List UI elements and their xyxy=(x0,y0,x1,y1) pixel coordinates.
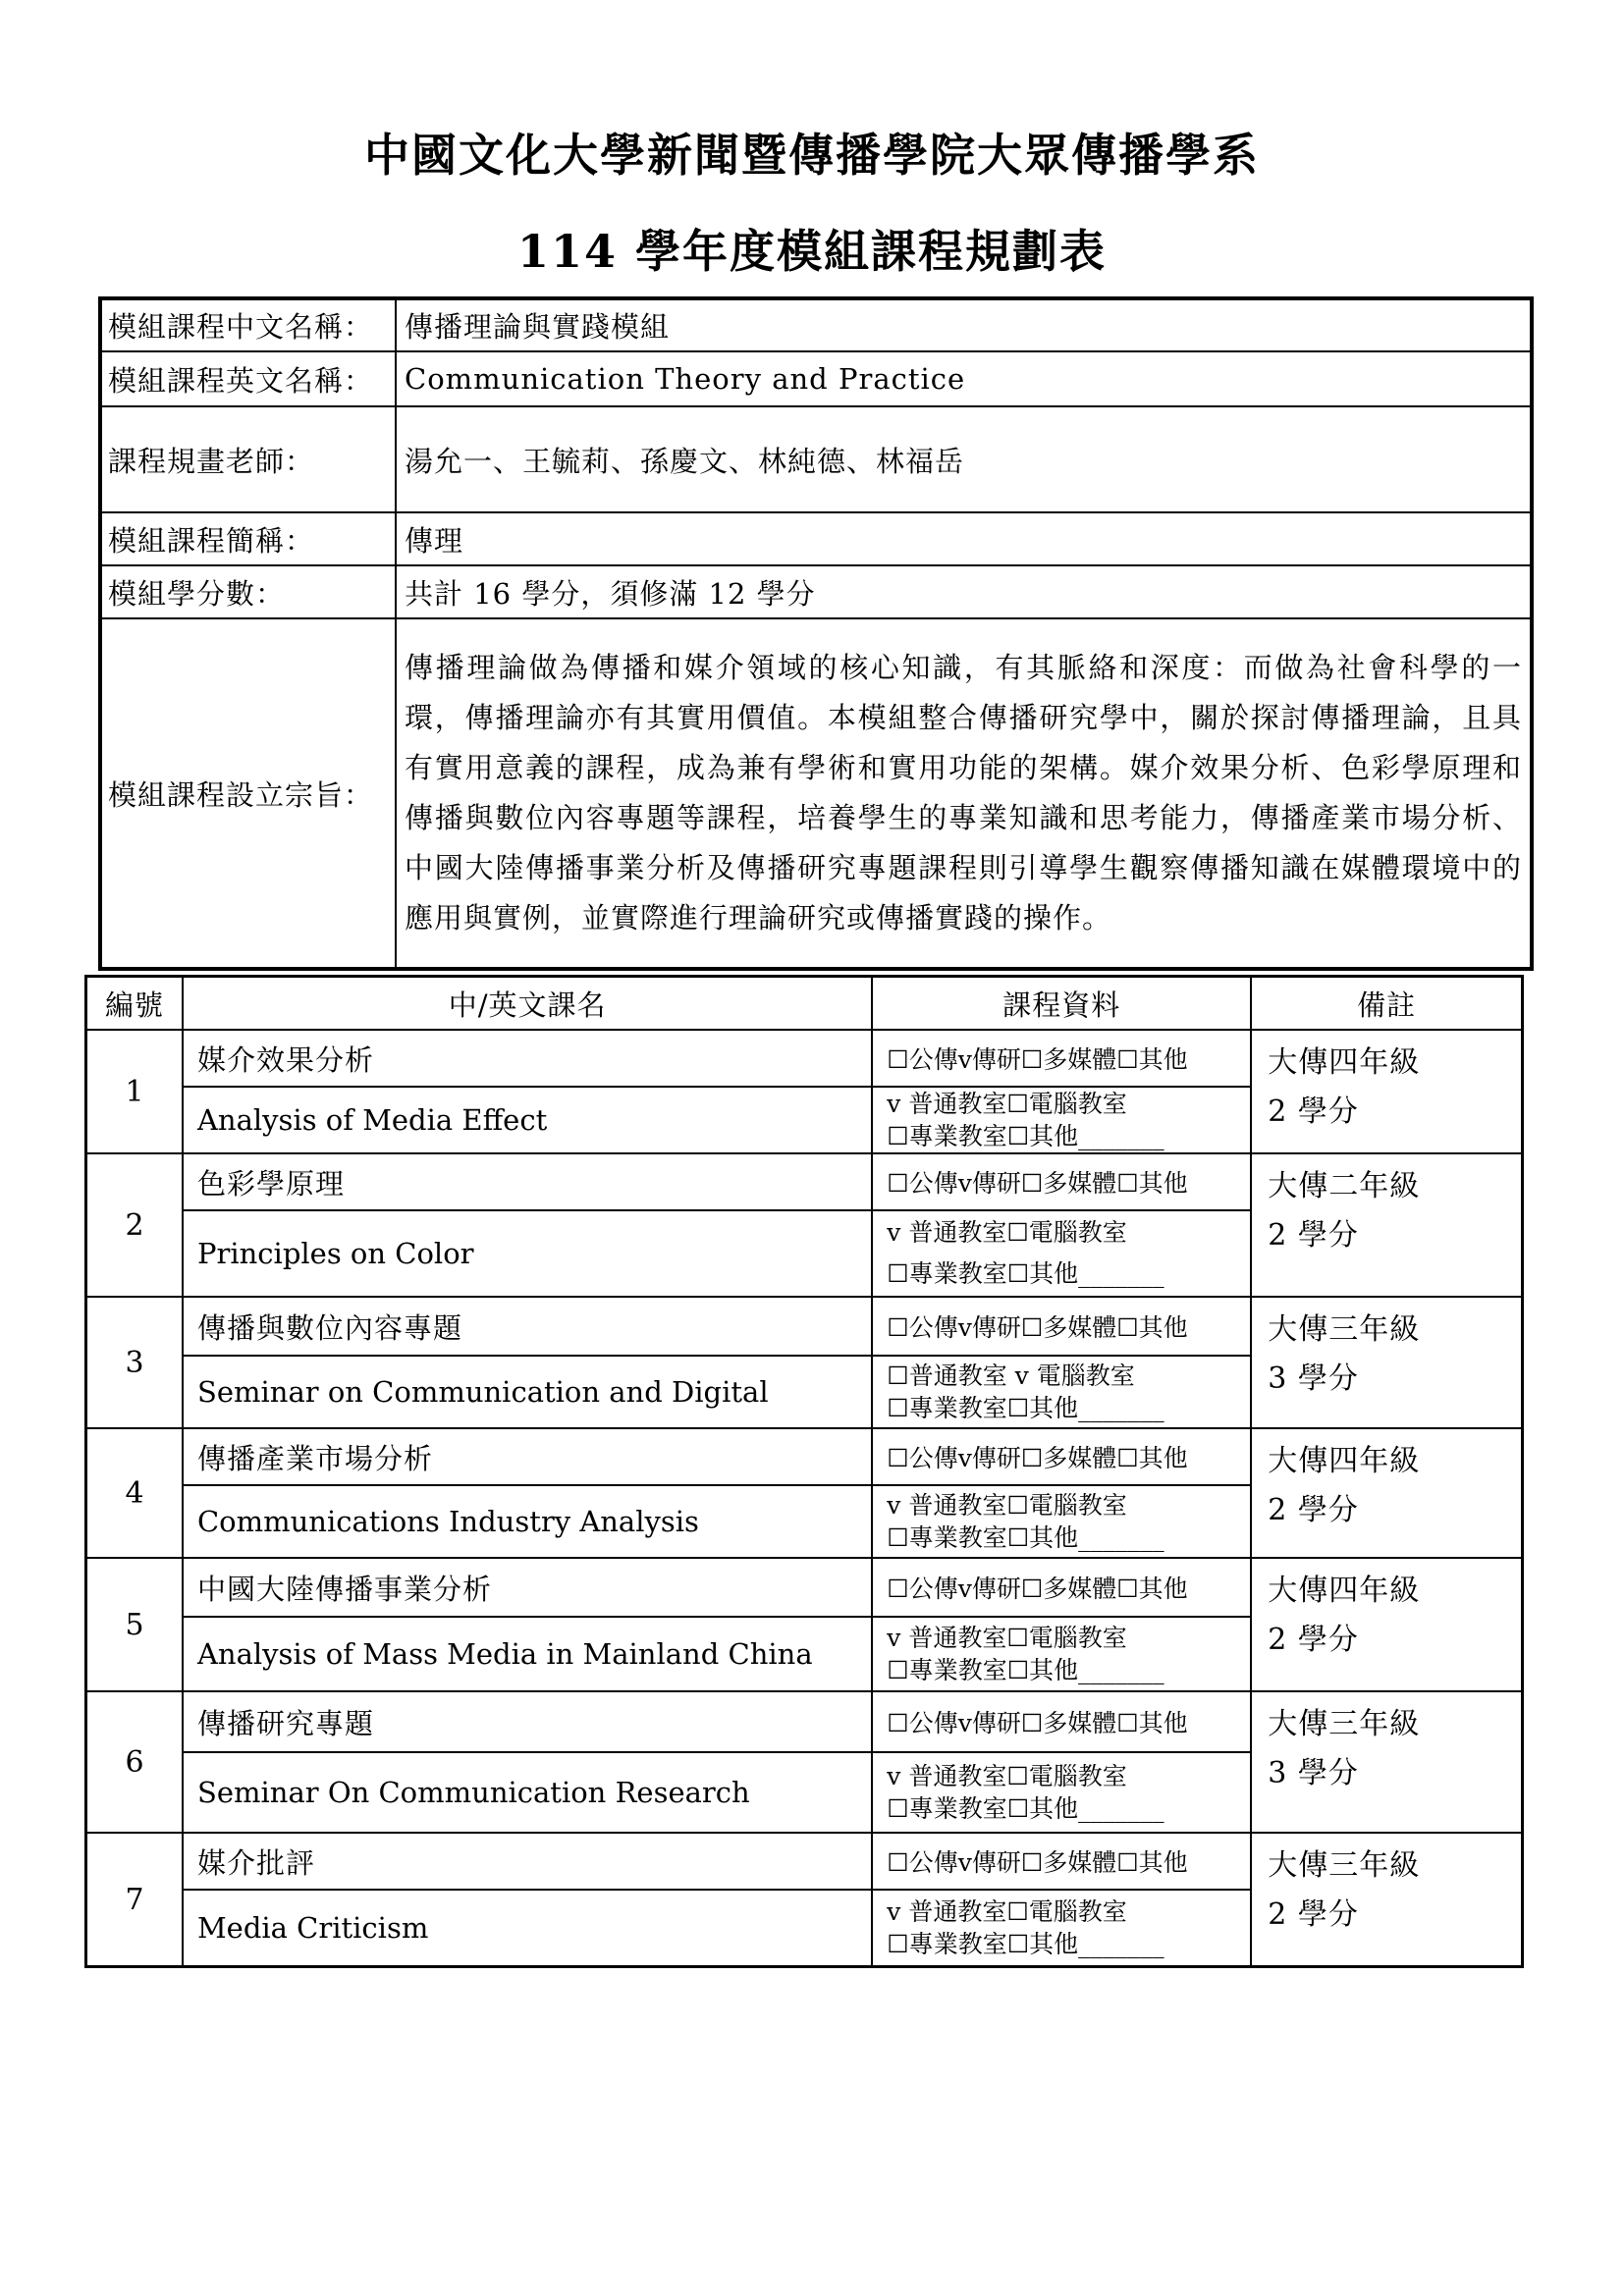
course-note xyxy=(1251,1030,1522,1153)
course-name-zh: 傳播與數位內容專題 xyxy=(183,1297,872,1356)
table-row xyxy=(86,1030,1523,1087)
course-room xyxy=(872,1752,1251,1833)
course-grade: 大傳三年級 xyxy=(1268,1848,1421,1883)
info-label: 模組學分數： xyxy=(100,565,396,618)
col-header-note: 備註 xyxy=(1251,977,1522,1031)
room-line-2: ☐專業教室☐其他_______ xyxy=(887,1122,1164,1150)
course-name-zh: 傳播產業市場分析 xyxy=(183,1428,872,1485)
course-grade: 大傳三年級 xyxy=(1268,1707,1421,1741)
course-type: ☐公傳v傳研☐多媒體☐其他 xyxy=(872,1558,1251,1617)
course-credits: 2 學分 xyxy=(1268,1623,1359,1657)
course-credits: 3 學分 xyxy=(1268,1756,1359,1790)
col-header-info: 課程資料 xyxy=(872,977,1251,1031)
course-name-en: Seminar on Communication and Digital xyxy=(183,1356,872,1428)
col-header-num: 編號 xyxy=(86,977,183,1031)
info-label: 模組課程簡稱： xyxy=(100,512,396,565)
info-row-en-name xyxy=(100,351,1532,406)
table-row xyxy=(86,1428,1523,1485)
course-name-en: Analysis of Mass Media in Mainland China xyxy=(183,1617,872,1691)
room-line-2: ☐專業教室☐其他_______ xyxy=(887,1794,1164,1823)
table-row xyxy=(86,1558,1523,1617)
course-type: ☐公傳v傳研☐多媒體☐其他 xyxy=(872,1833,1251,1890)
info-value: Communication Theory and Practice xyxy=(396,351,1532,406)
course-number: 2 xyxy=(86,1153,183,1297)
room-line-2: ☐專業教室☐其他_______ xyxy=(887,1394,1164,1422)
table-header-row xyxy=(86,977,1523,1031)
table-row xyxy=(86,1297,1523,1356)
course-type: ☐公傳v傳研☐多媒體☐其他 xyxy=(872,1153,1251,1210)
room-line-2: ☐專業教室☐其他_______ xyxy=(887,1930,1164,1958)
course-name-en: Analysis of Media Effect xyxy=(183,1087,872,1153)
course-grade: 大傳四年級 xyxy=(1268,1045,1421,1080)
room-line-2: ☐專業教室☐其他_______ xyxy=(887,1259,1164,1288)
course-note xyxy=(1251,1428,1522,1558)
room-line-1: ☐普通教室 v 電腦教室 xyxy=(887,1362,1135,1390)
course-grade: 大傳二年級 xyxy=(1268,1169,1421,1203)
table-row xyxy=(86,1153,1523,1210)
course-type: ☐公傳v傳研☐多媒體☐其他 xyxy=(872,1030,1251,1087)
course-note xyxy=(1251,1833,1522,1967)
course-room xyxy=(872,1617,1251,1691)
course-grade: 大傳四年級 xyxy=(1268,1574,1421,1608)
info-value: 傳理 xyxy=(396,512,1532,565)
course-number: 1 xyxy=(86,1030,183,1153)
course-note xyxy=(1251,1691,1522,1833)
course-type: ☐公傳v傳研☐多媒體☐其他 xyxy=(872,1691,1251,1752)
course-note xyxy=(1251,1153,1522,1297)
course-name-en: Communications Industry Analysis xyxy=(183,1485,872,1558)
room-line-1: v 普通教室☐電腦教室 xyxy=(887,1491,1127,1520)
course-room xyxy=(872,1890,1251,1967)
room-line-1: v 普通教室☐電腦教室 xyxy=(887,1624,1127,1652)
course-number: 4 xyxy=(86,1428,183,1558)
course-name-zh: 色彩學原理 xyxy=(183,1153,872,1210)
info-value: 湯允一、王毓莉、孫慶文、林純德、林福岳 xyxy=(396,406,1532,512)
info-row-zh-name xyxy=(100,298,1532,351)
course-name-en: Media Criticism xyxy=(183,1890,872,1967)
info-value: 共計 16 學分，須修滿 12 學分 xyxy=(396,565,1532,618)
course-type: ☐公傳v傳研☐多媒體☐其他 xyxy=(872,1428,1251,1485)
room-line-1: v 普通教室☐電腦教室 xyxy=(887,1090,1127,1118)
course-number: 5 xyxy=(86,1558,183,1691)
course-table xyxy=(84,975,1524,1968)
course-name-zh: 媒介批評 xyxy=(183,1833,872,1890)
info-label: 模組課程英文名稱： xyxy=(100,351,396,406)
course-credits: 2 學分 xyxy=(1268,1218,1359,1253)
info-label: 模組課程設立宗旨： xyxy=(100,618,396,969)
info-row-purpose xyxy=(100,618,1532,969)
course-name-en: Principles on Color xyxy=(183,1210,872,1297)
page-subtitle: 114 學年度模組課程規劃表 xyxy=(516,225,1108,278)
course-note xyxy=(1251,1558,1522,1691)
course-credits: 2 學分 xyxy=(1268,1897,1359,1932)
info-label: 課程規畫老師： xyxy=(100,406,396,512)
course-room xyxy=(872,1356,1251,1428)
room-line-2: ☐專業教室☐其他_______ xyxy=(887,1656,1164,1684)
course-grade: 大傳三年級 xyxy=(1268,1312,1421,1347)
course-room xyxy=(872,1087,1251,1153)
course-name-zh: 中國大陸傳播事業分析 xyxy=(183,1558,872,1617)
course-number: 7 xyxy=(86,1833,183,1967)
course-room xyxy=(872,1210,1251,1297)
course-credits: 3 學分 xyxy=(1268,1362,1359,1396)
info-value: 傳播理論做為傳播和媒介領域的核心知識，有其脈絡和深度：而做為社會科學的一環，傳播理論亦有其實用價值。本模組整合傳播研究學中，關於探討傳播理論，且具有實用意義的課程，成為兼有學術和實用功能的架構。媒介效果分析、色彩學原理和傳播與數位內容專題等課程，培養學生的專業知識和思考能力，傳播產業市場分析、中國大陸傳播事業分析及傳播研究專題課程則引導學生觀察傳播知識在媒體環境中的應用與實例，並實際進行理論研究或傳播實踐的操作。 xyxy=(396,618,1532,969)
course-name-en: Seminar On Communication Research xyxy=(183,1752,872,1833)
course-room xyxy=(872,1485,1251,1558)
course-credits: 2 學分 xyxy=(1268,1095,1359,1129)
course-note xyxy=(1251,1297,1522,1428)
info-row-credits xyxy=(100,565,1532,618)
course-number: 6 xyxy=(86,1691,183,1833)
info-value: 傳播理論與實踐模組 xyxy=(396,298,1532,351)
course-type: ☐公傳v傳研☐多媒體☐其他 xyxy=(872,1297,1251,1356)
course-credits: 2 學分 xyxy=(1268,1493,1359,1527)
room-line-1: v 普通教室☐電腦教室 xyxy=(887,1897,1127,1926)
room-line-2: ☐專業教室☐其他_______ xyxy=(887,1523,1164,1552)
col-header-name: 中/英文課名 xyxy=(183,977,872,1031)
page-title: 中國文化大學新聞暨傳播學院大眾傳播學系 xyxy=(364,129,1260,182)
course-name-zh: 傳播研究專題 xyxy=(183,1691,872,1752)
room-line-1: v 普通教室☐電腦教室 xyxy=(887,1762,1127,1790)
table-row xyxy=(86,1833,1523,1890)
module-info-table xyxy=(98,296,1534,971)
info-row-abbr xyxy=(100,512,1532,565)
info-label: 模組課程中文名稱： xyxy=(100,298,396,351)
room-line-1: v 普通教室☐電腦教室 xyxy=(887,1218,1127,1247)
info-row-teachers xyxy=(100,406,1532,512)
course-grade: 大傳四年級 xyxy=(1268,1444,1421,1478)
table-row xyxy=(86,1691,1523,1752)
course-number: 3 xyxy=(86,1297,183,1428)
course-name-zh: 媒介效果分析 xyxy=(183,1030,872,1087)
